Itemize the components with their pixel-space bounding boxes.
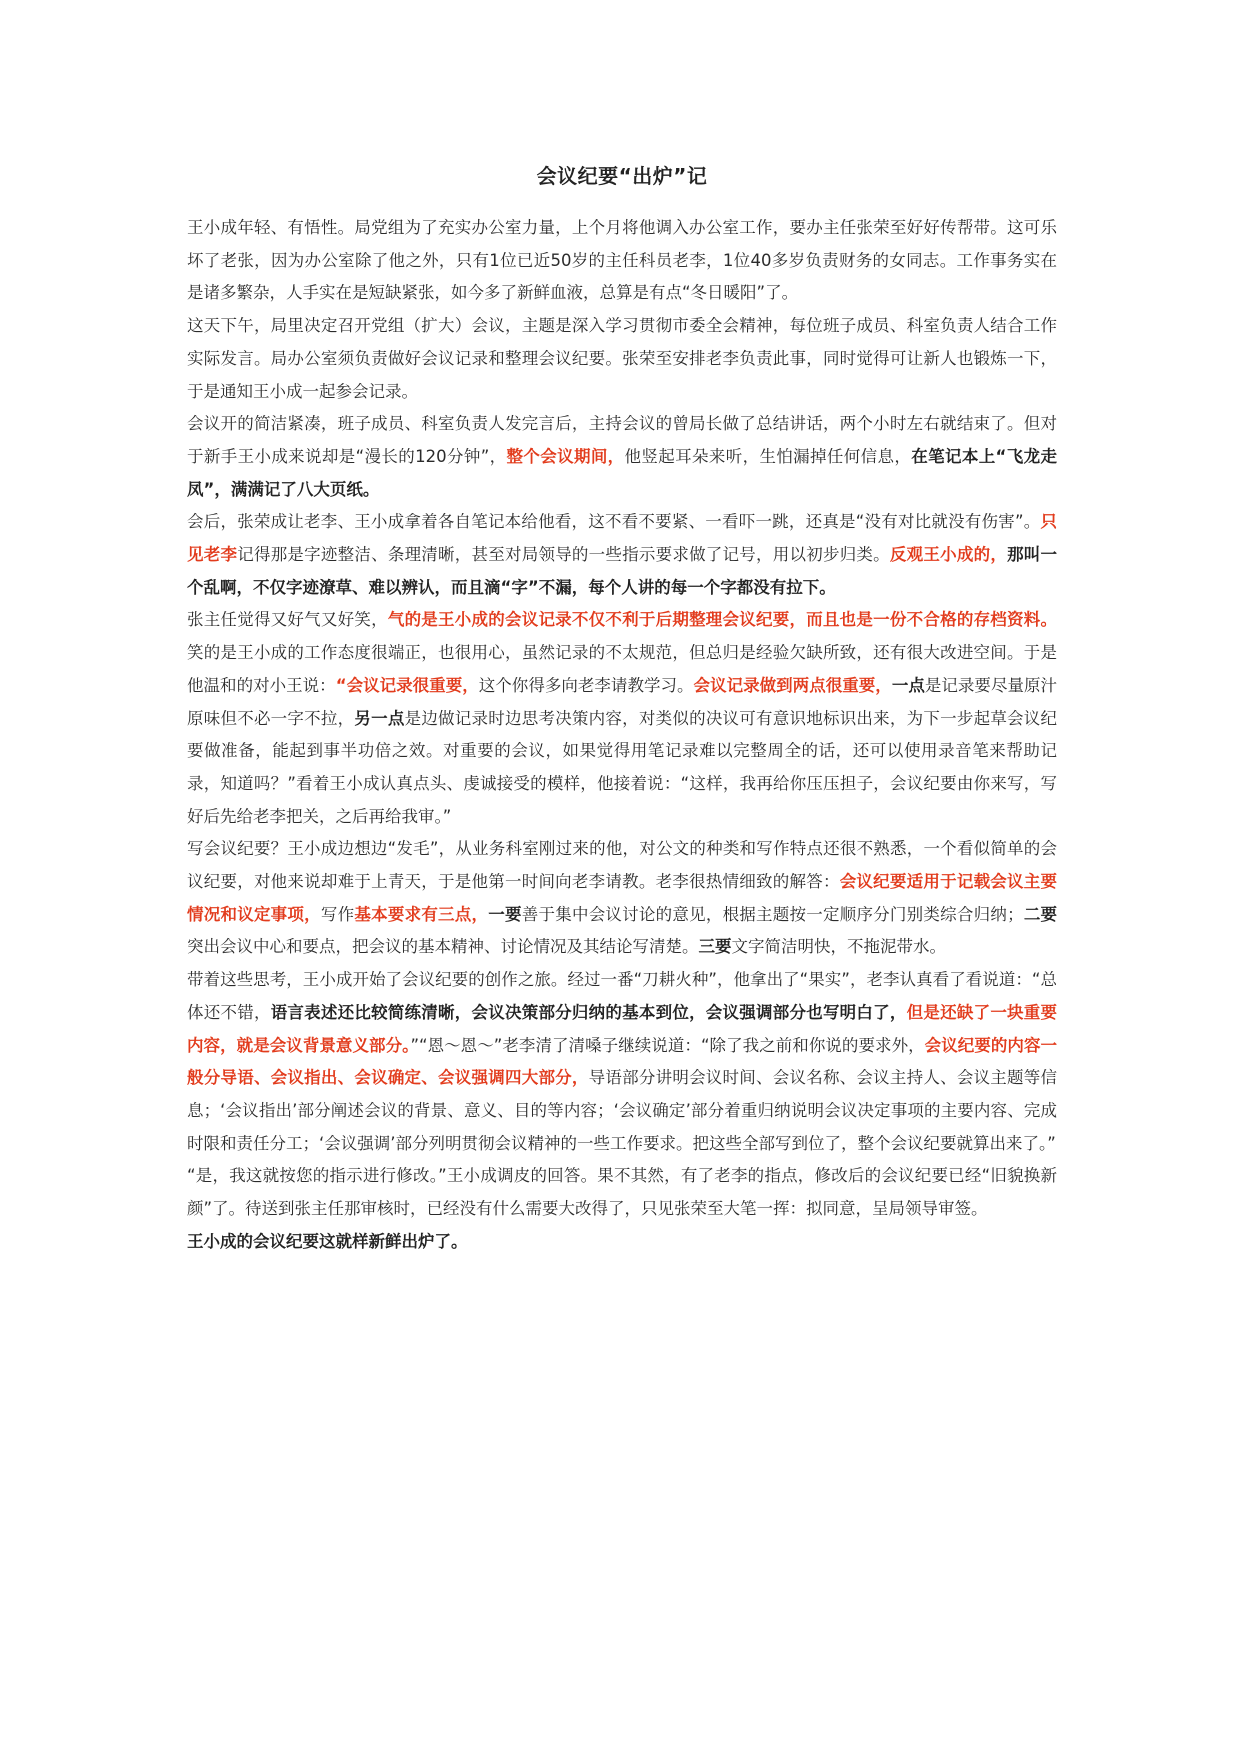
bold-text: 一点 [891, 675, 925, 695]
body-text: 导语部分讲明会议时间、会议名称、会议主持人、会议主题等信息；‘会议指出’部分阐述会议的背景、意义、目的等内容；‘会议确定’部分着重归纳说明会议决定事项的主要内容、完成时限和责任分工；‘会议强调’部分列明贯彻会议精神的一些工作要求。把这些全部写到位了，整个会议纪要就算出来了。” [187, 1068, 1058, 1153]
body-text: 突出会议中心和要点，把会议的基本精神、讨论情况及其结论写清楚。 [187, 937, 699, 957]
body-text: 文字简洁明快，不拖泥带水。 [731, 937, 946, 957]
highlight-text: 会议纪要适用于记载会议主要情况和议定事项， [187, 872, 1058, 924]
paragraph [187, 310, 1057, 408]
body-text: 写作 [320, 904, 355, 924]
body-text: 善于集中会议讨论的意见，根据主题按一定顺序分门别类综合归纳； [521, 904, 1024, 924]
bold-text: 那叫一个乱啊，不仅字迹潦草、难以辨认，而且滴“字”不漏，每个人讲的每一个字都没有拉下。 [187, 545, 1058, 597]
body-text: 会后，张荣成让老李、王小成拿着各自笔记本给他看，这不看不要紧、一看吓一跳，还真是“没有对比就没有伤害”。 [187, 512, 1041, 532]
paragraph [187, 212, 1057, 310]
body-text: 是记录要尽量原汁原味但不必一字不拉， [187, 675, 1058, 728]
body-text: 张主任觉得又好气又好笑， [187, 610, 388, 630]
paragraph [187, 964, 1057, 1160]
body-text: ”“恩～恩～”老李清了清嗓子继续说道：“除了我之前和你说的要求外， [410, 1035, 925, 1055]
body-text: 写会议纪要？王小成边想边“发毛”，从业务科室刚过来的他，对公文的种类和写作特点还很不熟悉，一个看似简单的会议纪要，对他来说却难于上青天，于是他第一时间向老李请教。老李很热情细致的解答： [187, 839, 1057, 892]
body-text: 记得那是字迹整洁、条理清晰，甚至对局领导的一些指示要求做了记号，用以初步归类。 [237, 545, 890, 565]
bold-text: 在笔记本上“飞龙走凤”，满满记了八大页纸。 [187, 446, 1057, 499]
paragraph [187, 1226, 1057, 1259]
highlight-text: 只见老李 [187, 512, 1057, 565]
body-text: 这个你得多向老李请教学习。 [478, 675, 694, 695]
paragraph [187, 604, 1057, 833]
bold-text: 一要 [488, 904, 522, 924]
body-text: “是，我这就按您的指示进行修改。”王小成调皮的回答。果不其然，有了老李的指点，修改后的会议纪要已经“旧貌换新颜”了。待送到张主任那审核时，已经没有什么需要大改得了，只见张荣至大笔一挥：拟同意，呈局领导审签。 [187, 1166, 1057, 1219]
bold-text: 语言表述还比较简练清晰，会议决策部分归纳的基本到位，会议强调部分也写明白了， [270, 1002, 907, 1022]
body-text: 王小成年轻、有悟性。局党组为了充实办公室力量，上个月将他调入办公室工作，要办主任张荣至好好传帮带。这可乐坏了老张，因为办公室除了他之外，只有1位已近50岁的主任科员老李，1位40多岁负责财务的女同志。工作事务实在是诸多繁杂，人手实在是短缺紧张，如今多了新鲜血液，总算是有点“冬日暖阳”了。 [187, 218, 1057, 303]
paragraph [187, 1160, 1057, 1225]
highlight-text: 基本要求有三点， [354, 904, 489, 924]
bold-text: 三要 [698, 937, 732, 957]
highlight-text: “会议记录很重要， [335, 675, 479, 695]
document-title: 会议纪要“出炉”记 [536, 164, 708, 188]
bold-text: 二要 [1023, 904, 1058, 924]
document-body [187, 212, 1057, 1259]
body-text: 这天下午，局里决定召开党组（扩大）会议，主题是深入学习贯彻市委全会精神，每位班子成员、科室负责人结合工作实际发言。局办公室须负责做好会议记录和整理会议纪要。张荣至安排老李负责此事，同时觉得可让新人也锻炼一下，于是通知王小成一起参会记录。 [187, 316, 1057, 401]
highlight-text: 但是还缺了一块重要内容，就是会议背景意义部分。 [187, 1002, 1058, 1055]
paragraph [187, 408, 1057, 506]
bold-text: 另一点 [354, 708, 405, 728]
highlight-text: 反观王小成的， [889, 545, 1008, 565]
paragraph [187, 506, 1057, 604]
body-text: 带着这些思考，王小成开始了会议纪要的创作之旅。经过一番“刀耕火种”，他拿出了“果实”，老李认真看了看说道：“总体还不错， [187, 970, 1057, 1022]
highlight-text: 会议记录做到两点很重要， [693, 675, 892, 695]
bold-text: 王小成的会议纪要这就样新鲜出炉了。 [187, 1231, 468, 1251]
body-text: 会议开的简洁紧凑，班子成员、科室负责人发完言后，主持会议的曾局长做了总结讲话，两个小时左右就结束了。但对于新手王小成来说却是“漫长的120分钟”， [187, 414, 1057, 466]
highlight-text: 整个会议期间， [506, 446, 625, 466]
body-text: 他竖起耳朵来听，生怕漏掉任何信息， [624, 446, 912, 466]
body-text: 笑的是王小成的工作态度很端正，也很用心，虽然记录的不太规范，但总归是经验欠缺所致，还有很大改进空间。于是他温和的对小王说： [187, 643, 1057, 695]
highlight-text: 气的是王小成的会议记录不仅不利于后期整理会议纪要，而且也是一份不合格的存档资料。 [387, 610, 1058, 630]
body-text: 是边做记录时边思考决策内容，对类似的决议可有意识地标识出来，为下一步起草会议纪要做准备，能起到事半功倍之效。对重要的会议，如果觉得用笔记录难以完整周全的话，还可以使用录音笔来帮助记录，知道吗？”看着王小成认真点头、虔诚接受的模样，他接着说：“这样，我再给你压压担子，会议纪要由你来写，写好后先给老李把关，之后再给我审。” [187, 708, 1058, 826]
paragraph [187, 833, 1057, 964]
highlight-text: 会议纪要的内容一般分导语、会议指出、会议确定、会议强调四大部分， [187, 1035, 1058, 1088]
document-page [187, 160, 1057, 1259]
